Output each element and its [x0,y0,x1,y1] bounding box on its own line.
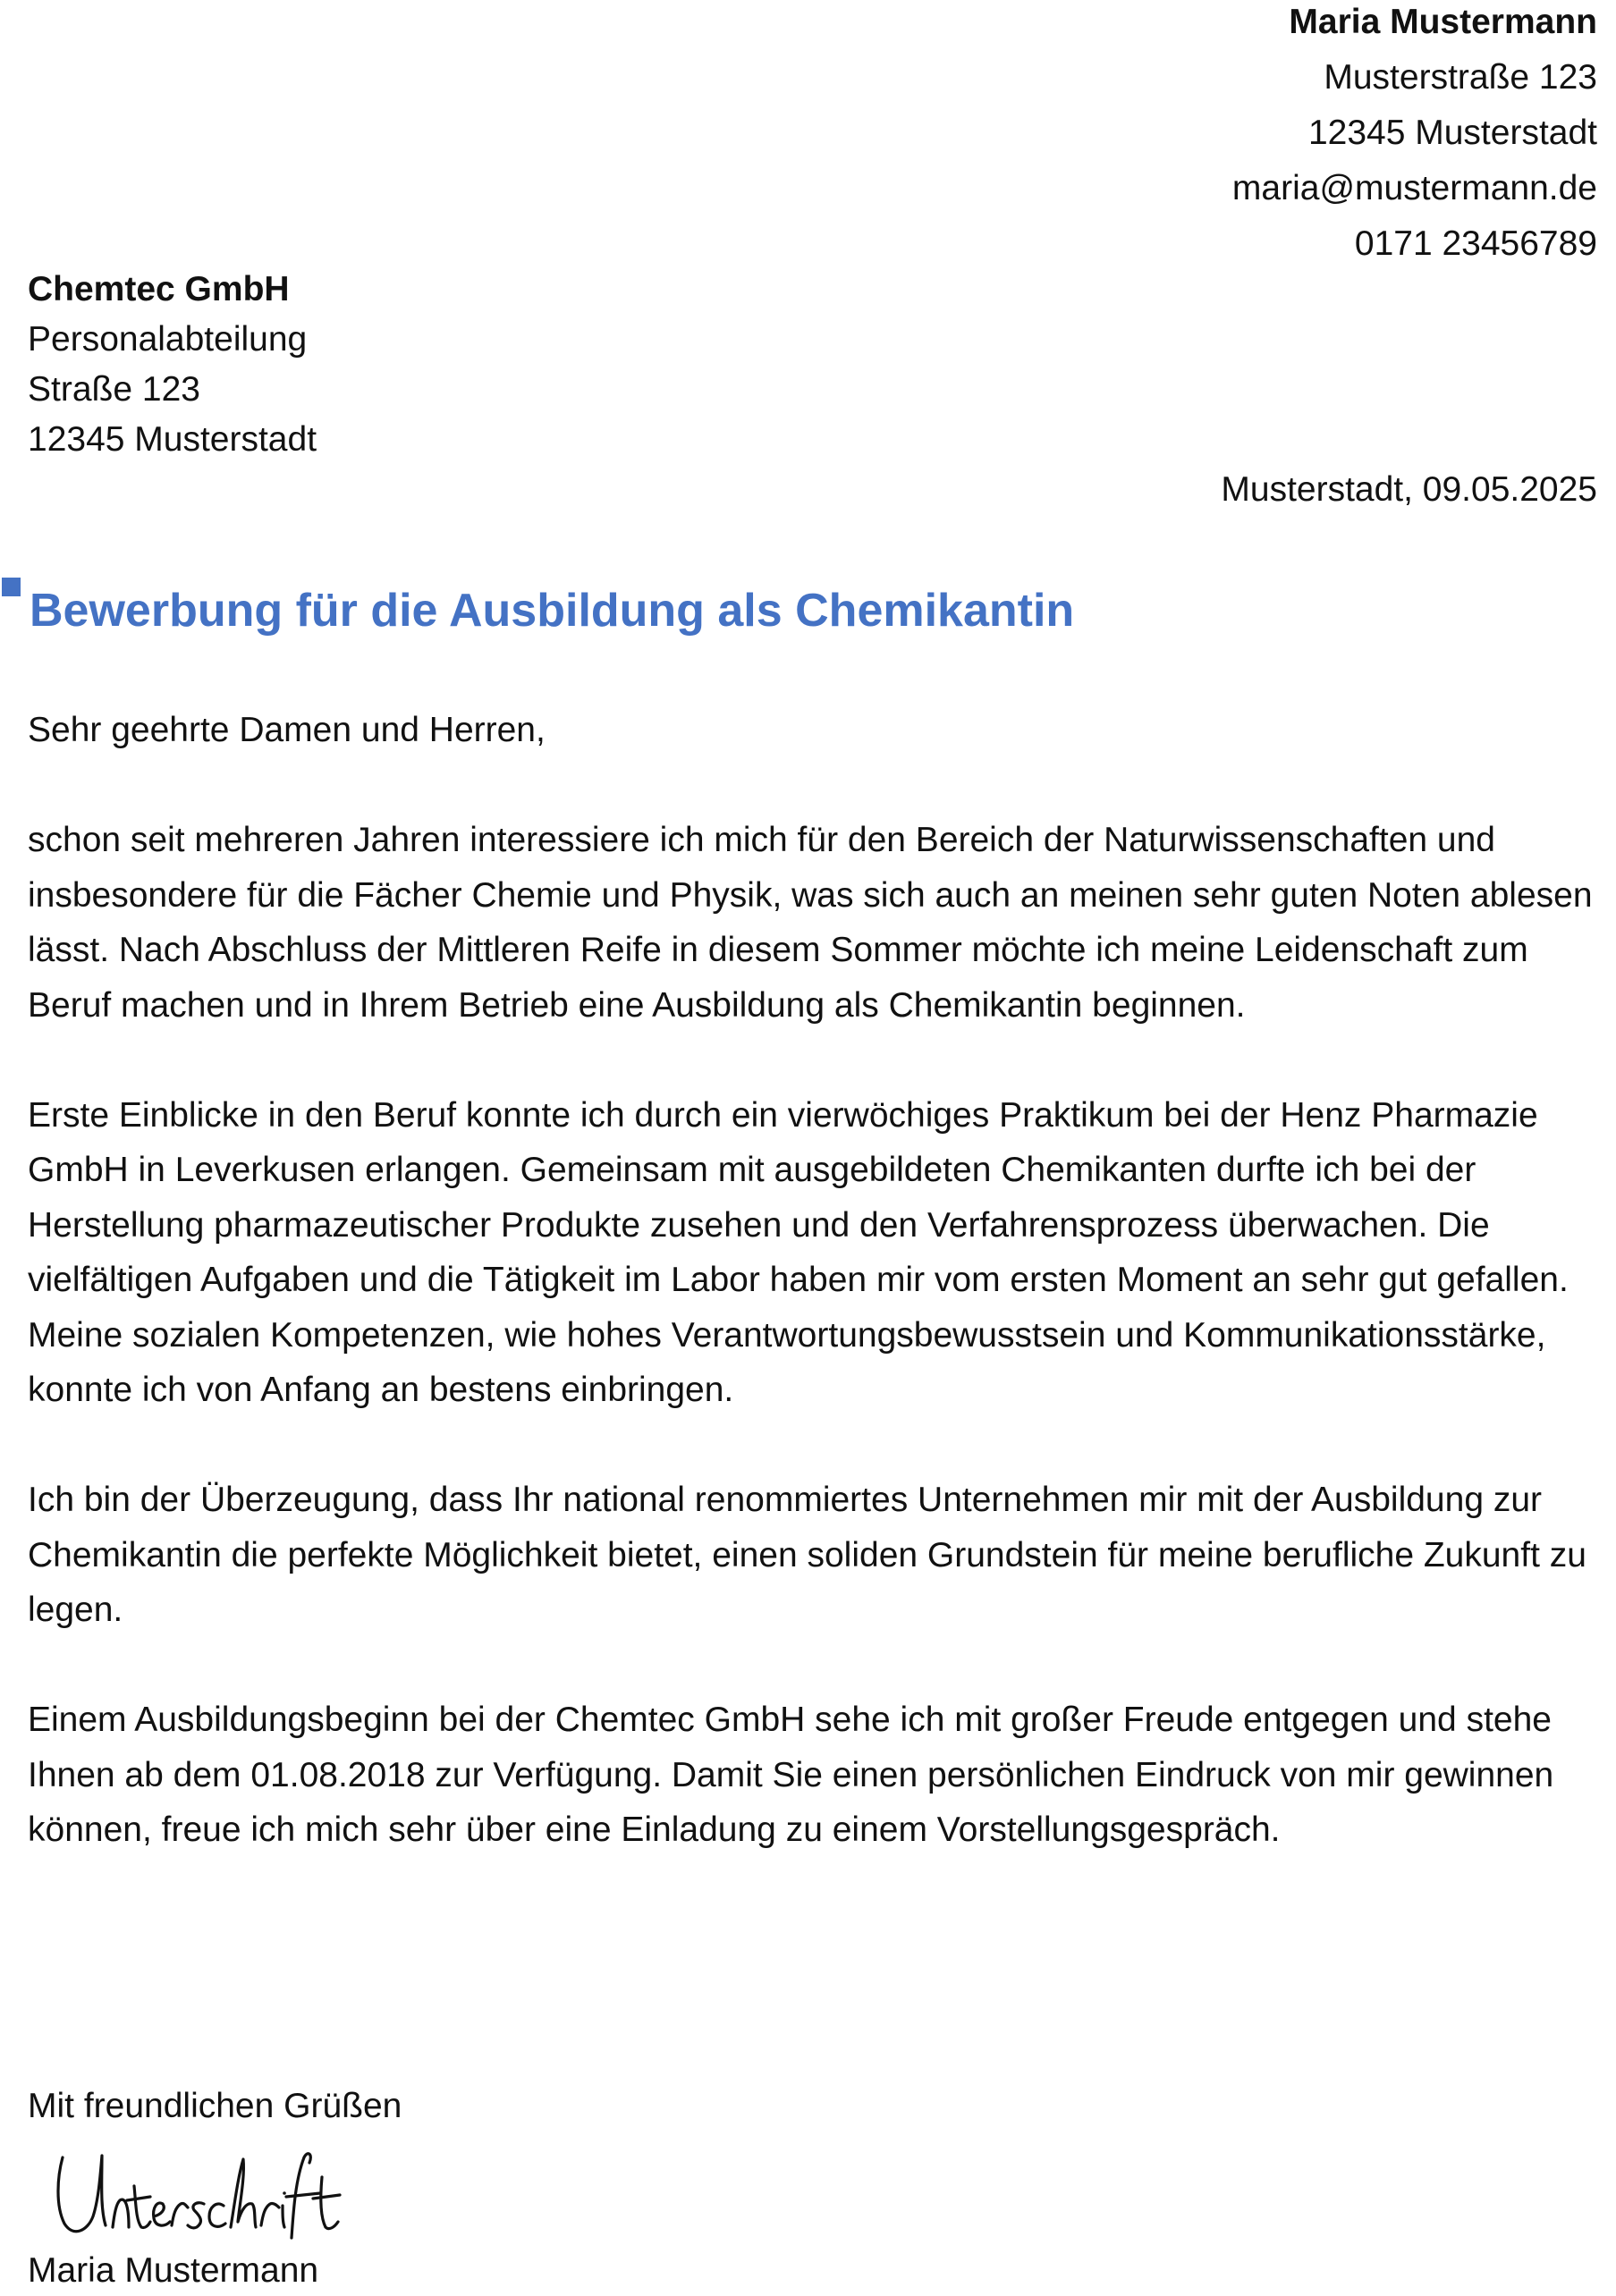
paragraph: Ich bin der Überzeugung, dass Ihr national renommiertes Unternehmen mir mit der Ausbildung zur Chemikantin die perfekte Möglichkeit bietet, einen soliden Grundstein für meine berufliche Zukunft zu legen. [28,1481,1586,1629]
sender-phone: 0171 23456789 [1354,224,1597,263]
paragraph: schon seit mehreren Jahren interessiere ich mich für den Bereich der Naturwissenschaften und insbesondere für die Fächer Chemie und Physik, was sich auch an meinen sehr guten Noten ablesen lässt. Nach Abschluss der Mittleren Reife in diesem Sommer möchte ich meine Leidenschaft zum Beruf machen und in Ihrem Betrieb eine Ausbildung als Chemikantin beginnen. [28,821,1593,1025]
recipient-street: Straße 123 [28,370,200,409]
recipient-company: Chemtec GmbH [28,270,290,308]
letter-body [28,703,1602,1912]
subject-heading: Bewerbung für die Ausbildung als Chemikantin [30,585,1075,637]
recipient-city: 12345 Musterstadt [28,420,317,459]
date-line: Musterstadt, 09.05.2025 [1221,470,1597,509]
recipient-address [28,265,317,465]
recipient-department: Personalabteilung [28,320,308,359]
signer-name: Maria Mustermann [28,2251,319,2290]
sender-address [1232,0,1597,272]
signature-image [52,2141,356,2249]
paragraph: Erste Einblicke in den Beruf konnte ich durch ein vierwöchiges Praktikum bei der Henz Pharmazie GmbH in Leverkusen erlangen. Gemeinsam mit ausgebildeten Chemikanten durfte ich bei der Herstellung pharmazeutischer Produkte zusehen und den Verfahrensprozess überwachen. Die vielfältigen Aufgaben und die Tätigkeit im Labor haben mir vom ersten Moment an sehr gut gefallen. Meine sozialen Kompetenzen, wie hohes Verantwortungsbewusstsein und Kommunikationsstärke, konnte ich von Anfang an bestens einbringen. [28,1095,1569,1409]
closing: Mit freundlichen Grüßen [28,2087,402,2125]
sender-city: 12345 Musterstadt [1307,114,1597,152]
sender-name: Maria Mustermann [1289,3,1597,41]
paragraph: Einem Ausbildungsbeginn bei der Chemtec GmbH sehe ich mit großer Freude entgegen und stehe Ihnen ab dem 01.08.2018 zur Verfügung. Damit Sie einen persönlichen Eindruck von mir gewinnen können, freue ich mich sehr über eine Einladung zu einem Vorstellungsgespräch. [28,1701,1554,1849]
salutation: Sehr geehrte Damen und Herren, [28,711,546,749]
sender-email: maria@mustermann.de [1231,169,1597,207]
heading-marker [2,578,21,596]
sender-street: Musterstraße 123 [1324,58,1597,97]
